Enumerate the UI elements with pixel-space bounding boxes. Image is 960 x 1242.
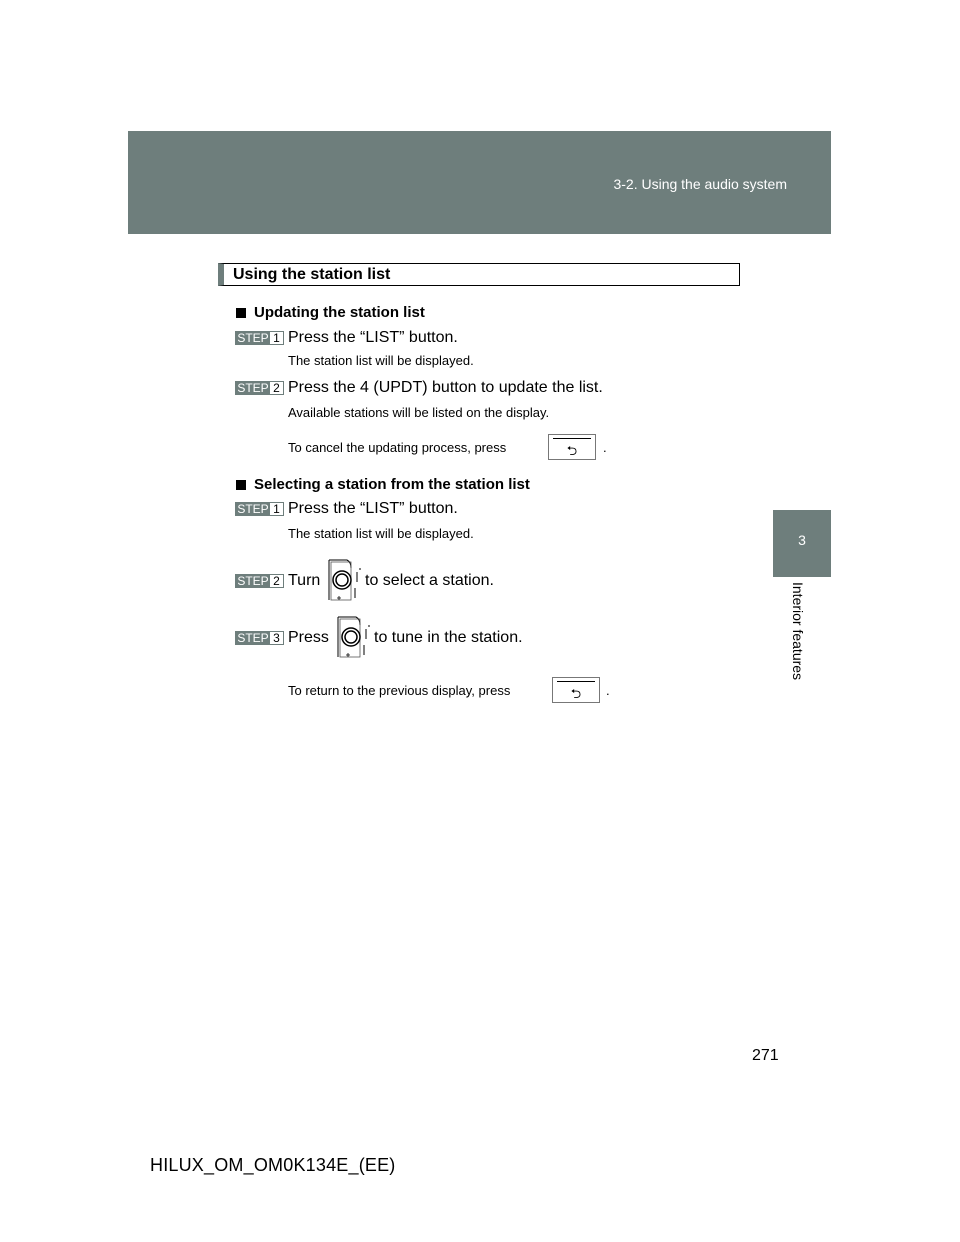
step-word: STEP — [237, 502, 269, 516]
back-button-bar — [557, 681, 595, 682]
step-text: Press the “LIST” button. — [288, 500, 458, 517]
chapter-label: Interior features — [790, 582, 806, 681]
step-word: STEP — [237, 574, 269, 588]
step-badge — [235, 502, 284, 516]
step-number: 2 — [273, 574, 280, 588]
subheading-updating-text: Updating the station list — [254, 304, 425, 321]
square-bullet-icon — [236, 480, 246, 490]
section-title-box — [218, 263, 740, 286]
back-arrow-icon: ⮌ — [570, 687, 582, 702]
step-note: The station list will be displayed. — [288, 526, 474, 541]
back-button[interactable] — [552, 677, 600, 703]
step-text: Press the 4 (UPDT) button to update the list. — [288, 379, 603, 396]
step-number: 1 — [273, 502, 280, 516]
back-arrow-icon: ⮌ — [566, 444, 578, 459]
tune-knob-icon — [336, 615, 370, 659]
subheading-updating — [236, 304, 425, 321]
step-word: STEP — [237, 381, 269, 395]
step-badge — [235, 381, 284, 395]
step-text-before: Press — [288, 629, 329, 646]
step-badge — [235, 331, 284, 345]
step-text-after: to select a station. — [365, 572, 494, 589]
square-bullet-icon — [236, 308, 246, 318]
back-button-bar — [553, 438, 591, 439]
subheading-selecting — [236, 476, 530, 493]
step-text-after: to tune in the station. — [374, 629, 523, 646]
cancel-note-period: . — [603, 440, 607, 455]
step-number: 3 — [273, 631, 280, 645]
step-word: STEP — [237, 331, 269, 345]
cancel-note: To cancel the updating process, press — [288, 440, 507, 455]
step-badge — [235, 631, 284, 645]
step-text-before: Turn — [288, 572, 321, 589]
header-band — [128, 131, 831, 234]
step-number: 2 — [273, 381, 280, 395]
step-note: The station list will be displayed. — [288, 353, 474, 368]
subheading-selecting-text: Selecting a station from the station list — [254, 476, 530, 493]
step-word: STEP — [237, 631, 269, 645]
page-number: 271 — [752, 1047, 779, 1064]
header-title: 3-2. Using the audio system — [613, 176, 787, 192]
tune-knob-icon — [327, 558, 361, 602]
step-text: Press the “LIST” button. — [288, 329, 458, 346]
chapter-tab — [773, 510, 831, 577]
section-title: Using the station list — [233, 266, 391, 283]
chapter-number: 3 — [798, 532, 806, 548]
back-button[interactable] — [548, 434, 596, 460]
step-number: 1 — [273, 331, 280, 345]
return-note: To return to the previous display, press — [288, 683, 511, 698]
step-badge — [235, 574, 284, 588]
footer-code: HILUX_OM_OM0K134E_(EE) — [150, 1155, 396, 1175]
return-note-period: . — [606, 683, 610, 698]
step-note: Available stations will be listed on the display. — [288, 405, 550, 420]
